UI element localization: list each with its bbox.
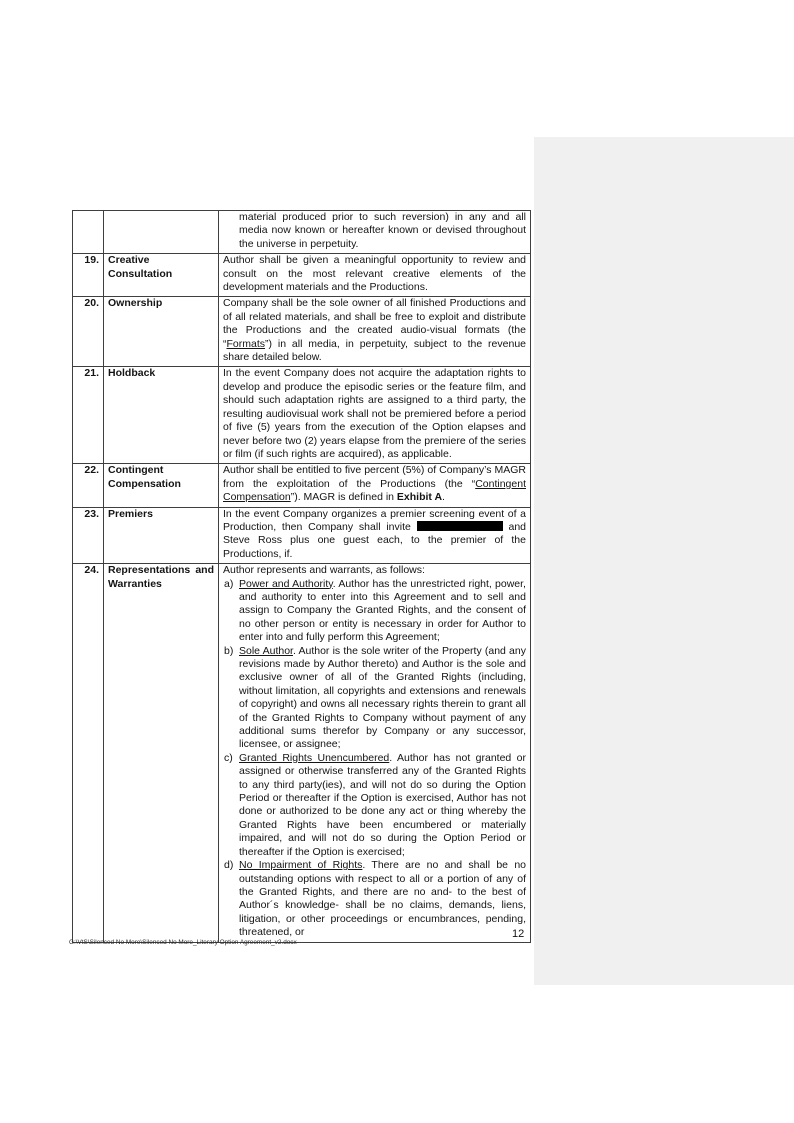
table-row: [73, 464, 531, 507]
table-row: [73, 254, 531, 297]
clause-paragraph: [223, 254, 526, 294]
text-segment: Exhibit A: [396, 491, 443, 504]
clause-body-cell: [219, 297, 531, 367]
text-segment: In the event Company does not acquire the adaptation rights to develop and produce the episodic series or the feature film, and should such adaptation rights are assigned to a third party, the resulting audiovisual work shall not be premiered before a period of five (5) years from the execution of the Option elapses and never before two (2) years elapse from the premiere of the series or film (if such rights are acquired), as applicable.: [223, 367, 526, 460]
clause-heading-cell: Contingent Compensation: [104, 464, 219, 507]
clause-body-cell: [219, 507, 531, 564]
clause-body-cell: [219, 564, 531, 942]
table-row: [73, 367, 531, 464]
clause-body-cell: [219, 464, 531, 507]
clause-heading-cell: Representations and Warranties: [104, 564, 219, 942]
text-segment: Contingent Compensation: [223, 477, 526, 504]
clause-paragraph: [223, 508, 526, 562]
agreement-table-body: [73, 211, 531, 943]
clause-heading-cell: Ownership: [104, 297, 219, 367]
clause-subitem: [223, 578, 526, 645]
text-segment: ”) in all media, in perpetuity, subject to the revenue share detailed below.: [223, 337, 526, 364]
subitem-label: c): [224, 751, 233, 764]
text-segment: . Author is the sole writer of the Property (and any revisions made by Author thereto) and Author is the sole and exclusive owner of all of the Granted Rights (including, without limitation, all copyrights and extensions and renewals of copyright) and owns all necessary rights therein to grant all of the Granted Rights to Company without payment of any additional sums therefor by Company or any successor, licensee, or assignee;: [239, 644, 526, 751]
table-row: [73, 297, 531, 367]
text-segment: . There are no and shall be no outstanding options with respect to all or a portion of any of the Granted Rights, and there are no and- to the best of Author´s knowledge- shall be no claims, demands, liens, litigation, or other proceedings or encumbrances, pending, threatened, or: [239, 859, 526, 939]
clause-heading-cell: Creative Consultation: [104, 254, 219, 297]
text-segment: Author shall be entitled to five percent (5%) of Company’s MAGR from the exploitation of the Productions (the “: [223, 464, 526, 490]
clause-paragraph: [223, 211, 526, 251]
agreement-clauses-table: [72, 210, 531, 943]
subitem-label: d): [224, 859, 234, 872]
text-segment: Author represents and warrants, as follows:: [223, 564, 425, 577]
clause-paragraph: [223, 564, 526, 577]
text-segment: ”). MAGR is defined in: [290, 491, 397, 504]
text-segment: No Impairment of Rights: [239, 859, 363, 872]
text-segment: In the event Company organizes a premier screening event of a Production, then Company shall invite: [223, 507, 526, 533]
side-gray-panel: [534, 137, 794, 985]
text-segment: Power and Authority: [239, 577, 333, 590]
subitem-label: b): [224, 644, 234, 657]
text-segment: Sole Author: [239, 644, 293, 657]
clause-subitem: [223, 645, 526, 752]
clause-heading-cell: Holdback: [104, 367, 219, 464]
clause-paragraph: [223, 297, 526, 364]
clause-number-cell: 23.: [73, 507, 104, 564]
table-row: [73, 507, 531, 564]
clause-number-cell: 21.: [73, 367, 104, 464]
clause-body-cell: [219, 211, 531, 254]
text-segment: material produced prior to such reversion) in any and all media now known or hereafter known or devised throughout the universe in perpetuity.: [239, 211, 526, 250]
clause-number-cell: 22.: [73, 464, 104, 507]
text-segment: . Author has the unrestricted right, power, and authority to enter into this Agreement and to sell and assign to Company the Granted Rights, and the consent of no other person or entity is necessary in order for Author to enter into and fully perform this Agreement;: [239, 577, 526, 644]
text-segment: Granted Rights Unencumbered: [239, 751, 390, 764]
clause-body-cell: [219, 254, 531, 297]
clause-heading-cell: Premiers: [104, 507, 219, 564]
footer-file-path: G:\VtS\Silenced No More\Silenced No More_Literary Option Agreement_v2.docx: [69, 939, 297, 946]
clause-subitem: [223, 859, 526, 939]
table-row: [73, 564, 531, 942]
clause-number-cell: 20.: [73, 297, 104, 367]
clause-paragraph: [223, 464, 526, 504]
clause-subitem: [223, 752, 526, 859]
clause-heading-cell: [104, 211, 219, 254]
table-row: [73, 211, 531, 254]
subitem-label: a): [224, 577, 234, 590]
clause-number-cell: [73, 211, 104, 254]
clause-body-cell: [219, 367, 531, 464]
text-segment: . Author has not granted or assigned or otherwise transferred any of the Granted Rights to any third party(ies), and will not do so during the Option Period or thereafter if the Option is exercised, Author has not done or authorized to be done any act or thing whereby the Granted Rights have been encumbered or materially impaired, and will not do so during the Option Period or thereafter if the Option is exercised;: [239, 751, 526, 858]
text-segment: Company shall be the sole owner of all finished Productions and of all related materials, and shall be free to exploit and distribute the Productions and the created audio-visual formats (the “: [223, 297, 526, 350]
clause-paragraph: [223, 367, 526, 461]
text-segment: Formats: [226, 337, 266, 350]
redaction-bar: [417, 521, 503, 531]
page-number: 12: [512, 928, 525, 940]
text-segment: Author shall be given a meaningful opportunity to review and consult on the most relevant creative elements of the development materials and the Productions.: [223, 254, 526, 294]
clause-number-cell: 24.: [73, 564, 104, 942]
text-segment: .: [442, 491, 445, 504]
clause-number-cell: 19.: [73, 254, 104, 297]
text-segment: and Steve Ross plus one guest each, to the premier of the Productions, if.: [223, 520, 527, 560]
